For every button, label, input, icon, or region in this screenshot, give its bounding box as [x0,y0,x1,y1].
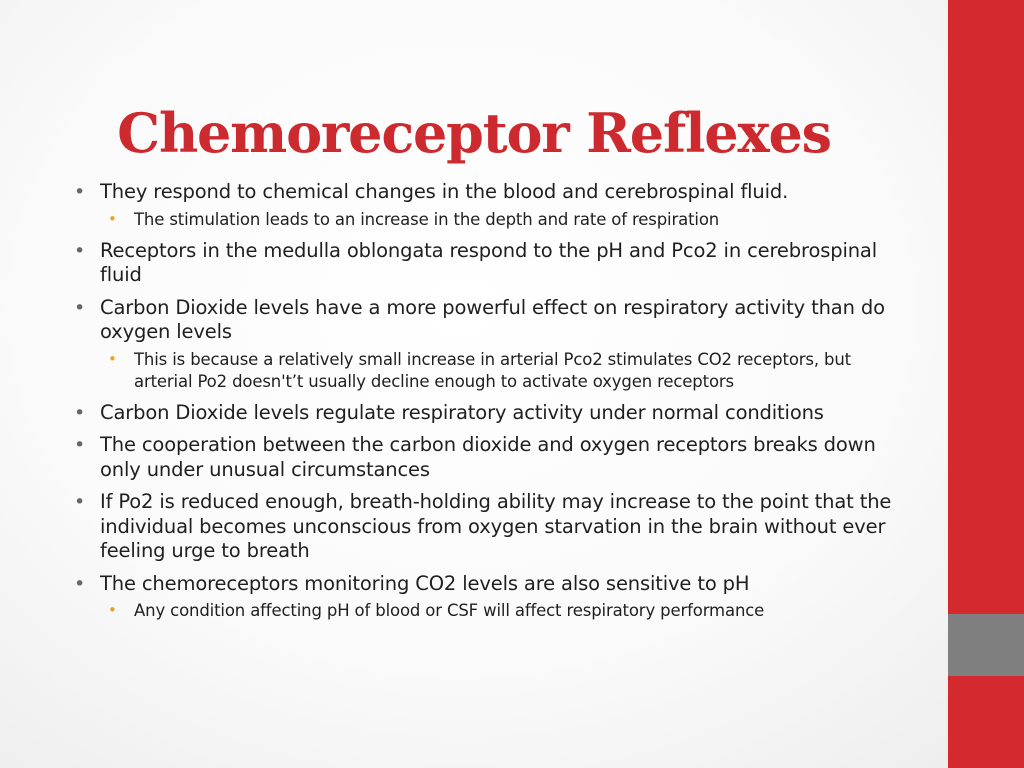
slide-title: Chemoreceptor Reflexes [117,101,831,166]
bullet-item [74,296,904,393]
side-band-red-top [948,0,1024,614]
sub-bullet-list [100,349,904,393]
sub-bullet-dot-icon: • [108,601,117,619]
bullet-item [74,239,904,288]
sub-bullet-dot-icon: • [108,349,117,368]
bullet-dot-icon: • [74,181,86,203]
bullet-item [74,180,904,231]
sub-bullet-item [100,600,904,622]
bullet-list [74,180,904,630]
bullet-text: The cooperation between the carbon dioxide and oxygen receptors breaks down only under unusual circumstances [100,433,876,481]
bullet-item [74,433,904,482]
sub-bullet-item [100,209,904,231]
bullet-text: The chemoreceptors monitoring CO2 levels are also sensitive to pH [100,571,750,595]
bullet-text: Carbon Dioxide levels have a more powerful effect on respiratory activity than do oxygen levels [100,295,885,343]
bullet-item [74,490,904,564]
bullet-text: They respond to chemical changes in the blood and cerebrospinal fluid. [100,180,789,203]
side-band-gray [948,614,1024,676]
bullet-dot-icon: • [74,296,86,319]
bullet-text: If Po2 is reduced enough, breath-holding ability may increase to the point that the individual becomes unconscious from oxygen starvation in the brain without ever feeling urge to breath [100,490,892,562]
bullet-item [74,572,904,623]
sub-bullet-dot-icon: • [108,209,117,228]
bullet-text: Carbon Dioxide levels regulate respiratory activity under normal conditions [100,400,824,424]
sub-bullet-text: Any condition affecting pH of blood or CSF will affect respiratory performance [134,601,765,620]
bullet-dot-icon: • [74,491,86,513]
bullet-dot-icon: • [74,239,86,262]
side-band-red-bottom [948,676,1024,768]
bullet-dot-icon: • [74,401,86,424]
bullet-dot-icon: • [74,572,86,595]
bullet-text: Receptors in the medulla oblongata respond to the pH and Pco2 in cerebrospinal fluid [100,238,878,286]
sub-bullet-list [100,600,904,622]
sub-bullet-text: The stimulation leads to an increase in the depth and rate of respiration [134,209,720,229]
sub-bullet-list [100,209,904,231]
sub-bullet-item [100,349,904,393]
sub-bullet-text: This is because a relatively small increase in arterial Pco2 stimulates CO2 receptors, but arterial Po2 doesn't’t usually decline enough to activate oxygen receptors [134,349,851,391]
bullet-item [74,401,904,426]
bullet-dot-icon: • [74,434,86,456]
